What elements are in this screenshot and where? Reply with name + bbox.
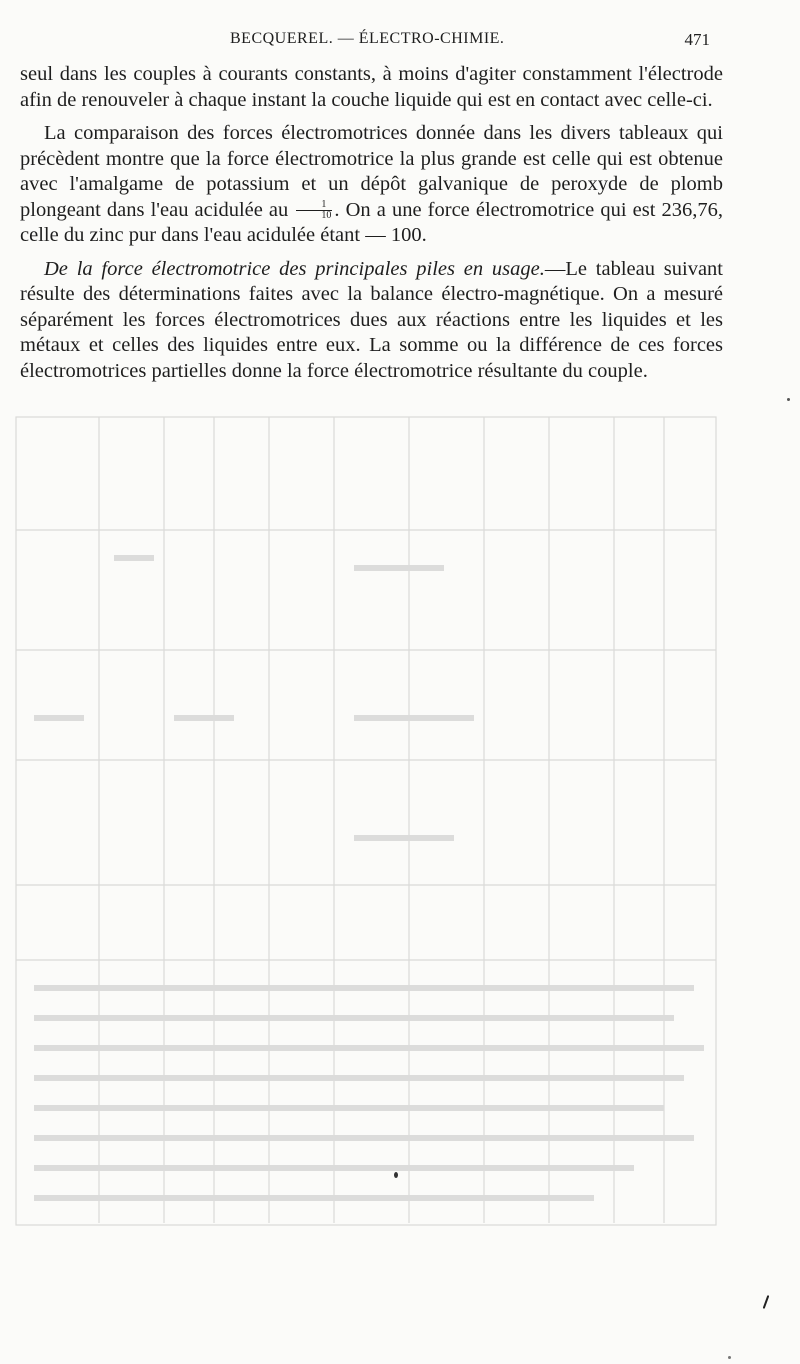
section-heading: De la force électromotrice des principales piles en usage.	[44, 257, 545, 280]
page-number: 471	[684, 30, 710, 49]
paragraph-2-text-b: . On a une force électromotrice qui est 236,76, celle du zinc pur dans l'eau acidulée étant — 100.	[20, 198, 724, 246]
paragraph-2-text-a: La comparaison des forces électromotrices donnée dans les divers tableaux qui précèdent montre que la force électromotrice la plus grande est celle qui est obtenue avec l'amalgame de potassium et un dépôt galvanique de peroxyde de plomb plongeant dans l'eau acidulée au	[20, 122, 723, 221]
reverse-side-table-showthrough	[14, 415, 720, 1230]
fraction-numerator: 1	[296, 200, 332, 211]
fraction	[296, 200, 332, 221]
paper-speck	[763, 1295, 770, 1309]
paragraph-3-text: —Le tableau suivant résulte des déterminations faites avec la balance électro-magnétique. On a mesuré séparément les forces électromotrices dues aux réactions entre les liquides et les métaux et celles des liquides entre eux. La somme ou la différence de ces forces électromotrices partielles donne la force électromotrice résultante du couple.	[20, 257, 723, 382]
paper-speck	[728, 1356, 731, 1359]
running-head: BECQUEREL. — ÉLECTRO-CHIMIE.	[230, 30, 505, 47]
paragraph-3	[20, 257, 723, 385]
paragraph-1: seul dans les couples à courants constants, à moins d'agiter constamment l'électrode afin de renouveler à chaque instant la couche liquide qui est en contact avec celle-ci.	[20, 63, 723, 111]
paragraph-2	[20, 121, 723, 249]
body-text	[20, 62, 723, 392]
fraction-denominator: 10	[321, 210, 332, 222]
page-header	[20, 30, 720, 54]
showthrough-graphic	[14, 415, 720, 1230]
paper-speck	[787, 398, 790, 401]
paper-speck	[394, 1172, 398, 1178]
